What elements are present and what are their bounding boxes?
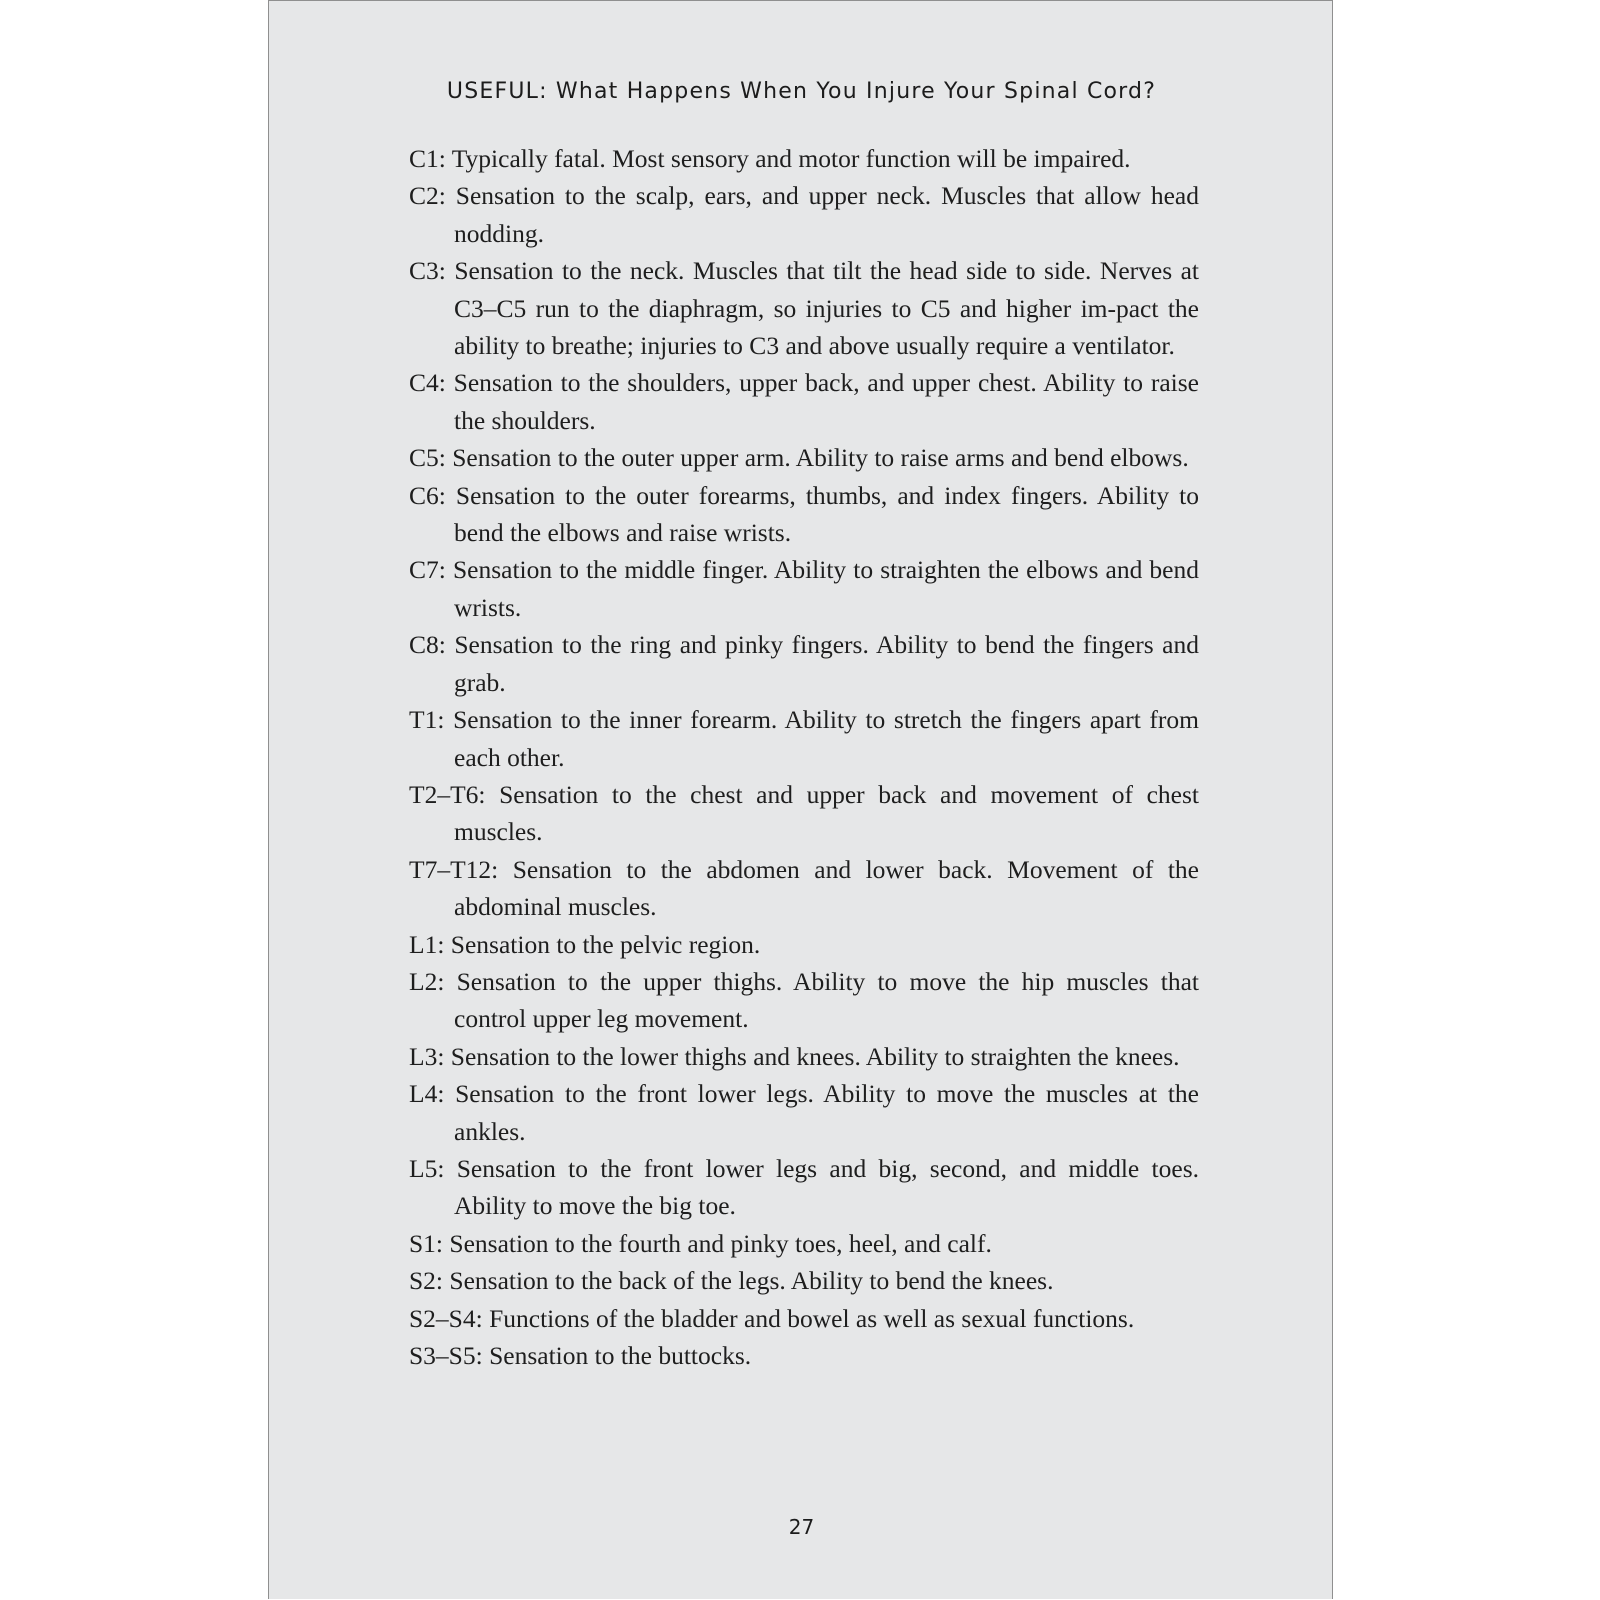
entry-t2-t6: T2–T6: Sensation to the chest and upper back and movement of chest muscles.: [409, 779, 1199, 847]
section-heading: USEFUL: What Happens When You Injure Your Spinal Cord?: [446, 79, 1157, 104]
entry-c8: C8: Sensation to the ring and pinky fingers. Ability to bend the fingers and grab.: [409, 630, 1199, 697]
entry-s2: S2: Sensation to the back of the legs. Ability to bend the knees.: [409, 1266, 1054, 1296]
spinal-level-list: [409, 140, 1199, 1374]
entry-c5: C5: Sensation to the outer upper arm. Ability to raise arms and bend elbows.: [409, 443, 1189, 473]
entry-l3: L3: Sensation to the lower thighs and knees. Ability to straighten the knees.: [409, 1041, 1180, 1071]
entry-c2: C2: Sensation to the scalp, ears, and upper neck. Muscles that allow head nodding.: [409, 181, 1199, 248]
entry-t7-t12: T7–T12: Sensation to the abdomen and lower back. Movement of the abdominal muscles.: [409, 854, 1199, 922]
page-number: 27: [788, 1515, 815, 1539]
entry-s2-s4: S2–S4: Functions of the bladder and bowel as well as sexual functions.: [409, 1303, 1135, 1333]
entry-c7: C7: Sensation to the middle finger. Ability to straighten the elbows and bend wrists.: [409, 555, 1199, 622]
entry-t1: T1: Sensation to the inner forearm. Ability to stretch the fingers apart from each other.: [409, 705, 1199, 772]
entry-l4: L4: Sensation to the front lower legs. Ability to move the muscles at the ankles.: [409, 1079, 1199, 1146]
entry-c3: C3: Sensation to the neck. Muscles that tilt the head side to side. Nerves at C3–C5 run to the diaphragm, so injuries to C5 and higher im-pact the ability to breathe; injuries to C3 and above usually require a ventilator.: [409, 256, 1199, 361]
entry-l1: L1: Sensation to the pelvic region.: [409, 929, 761, 959]
entry-c1: C1: Typically fatal. Most sensory and motor function will be impaired.: [409, 144, 1131, 173]
entry-c6: C6: Sensation to the outer forearms, thumbs, and index fingers. Ability to bend the elbows and raise wrists.: [409, 480, 1199, 548]
entry-l5: L5: Sensation to the front lower legs and big, second, and middle toes. Ability to move the big toe.: [409, 1153, 1199, 1221]
entry-c4: C4: Sensation to the shoulders, upper back, and upper chest. Ability to raise the shoulders.: [409, 368, 1199, 435]
book-page: [268, 0, 1333, 1599]
entry-l2: L2: Sensation to the upper thighs. Ability to move the hip muscles that control upper leg movement.: [409, 966, 1199, 1034]
entry-s3-s5: S3–S5: Sensation to the buttocks.: [409, 1341, 752, 1370]
entry-s1: S1: Sensation to the fourth and pinky toes, heel, and calf.: [409, 1228, 992, 1258]
